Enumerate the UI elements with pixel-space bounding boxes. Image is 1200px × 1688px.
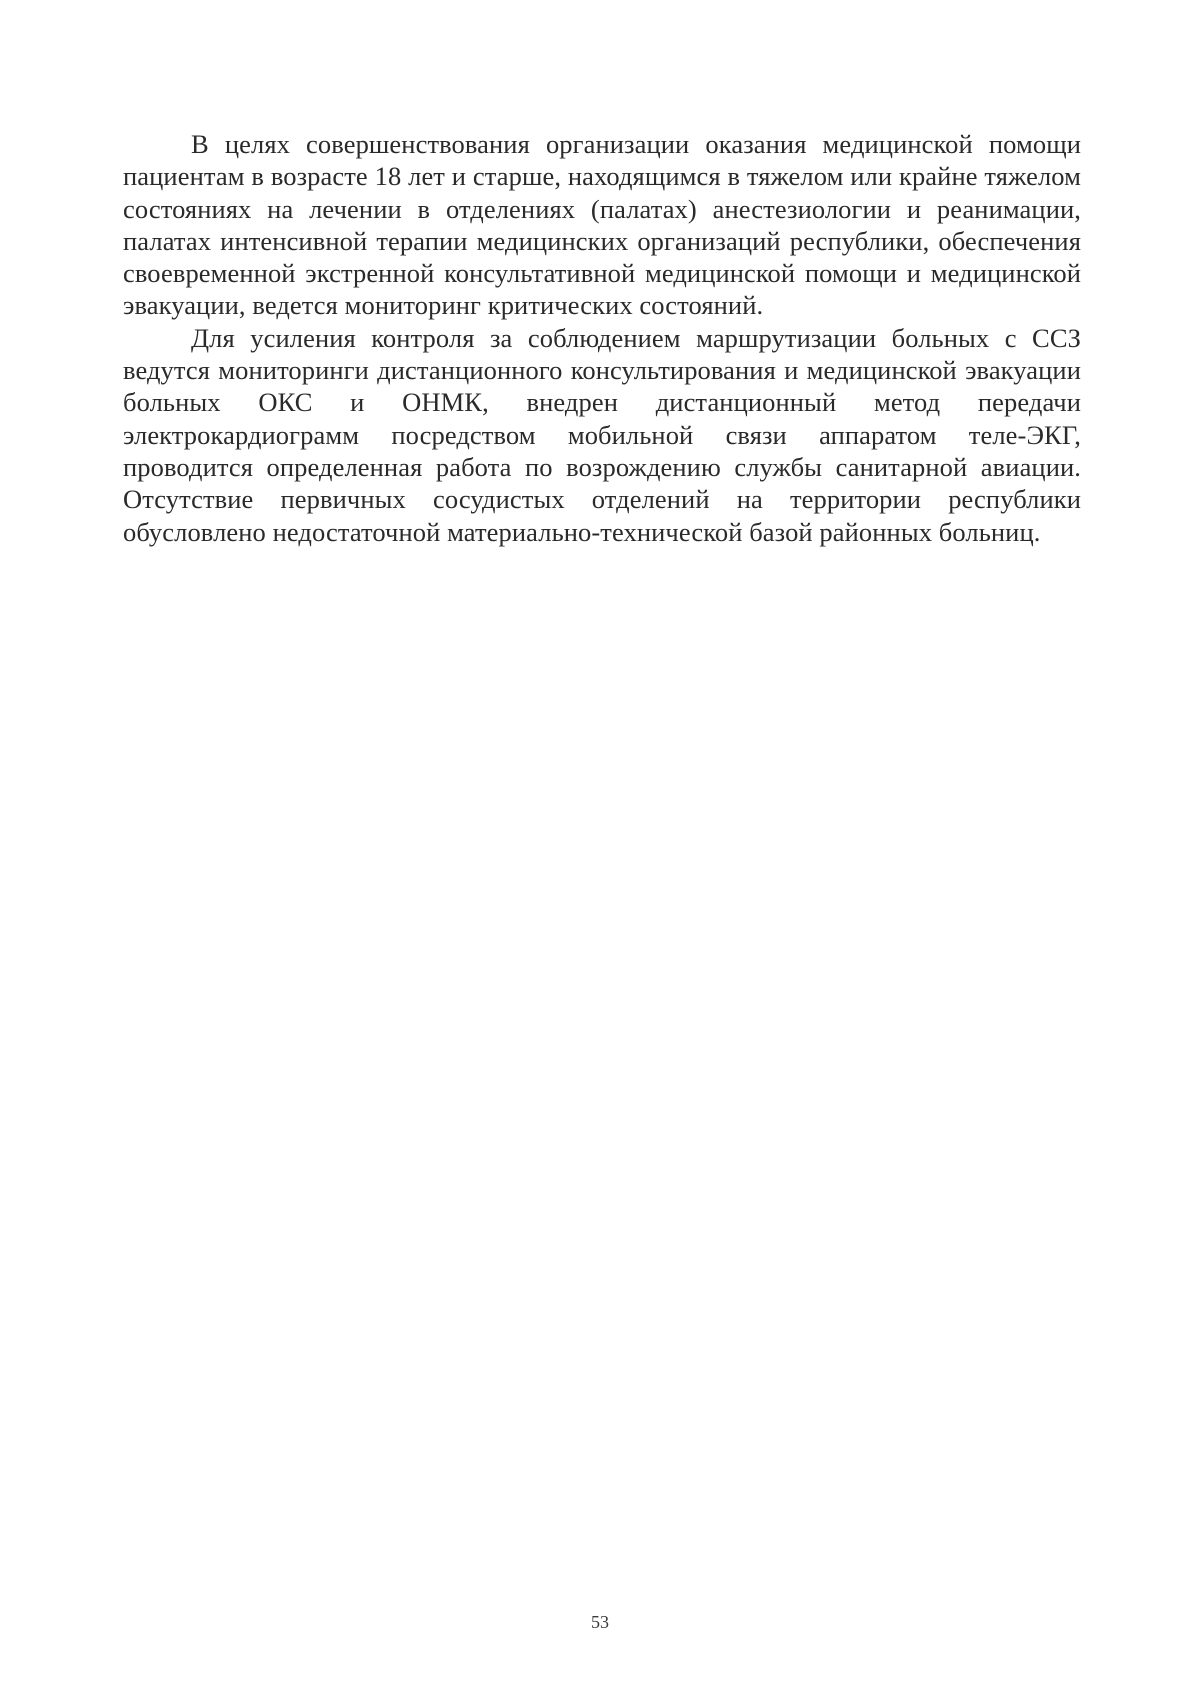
paragraph-critical-care-monitoring: В целях совершенствования организации оказания медицинской помощи пациентам в возрасте 18 лет и старше, находящимся в тяжелом или крайне тяжелом состояниях на лечении в отделениях (палатах) анестезиологии и реанимации, палатах интенсивной терапии медицинских организаций республики, обеспечения своевременной экстренной консультативной медицинской помощи и медицинской эвакуации, ведется мониторинг критических состояний. [123, 129, 1081, 321]
paragraph-routing-control: Для усиления контроля за соблюдением маршрутизации больных с ССЗ ведутся мониторинги дистанционного консультирования и медицинской эвакуации больных ОКС и ОНМК, внедрен дистанционный метод передачи электрокардиограмм посредством мобильной связи аппаратом теле-ЭКГ, проводится определенная работа по возрождению службы санитарной авиации. Отсутствие первичных сосудистых отделений на территории республики обусловлено недостаточной материально-технической базой районных больниц. [123, 322, 1081, 547]
body-text [123, 128, 1081, 548]
page-number: 53 [591, 1612, 609, 1632]
